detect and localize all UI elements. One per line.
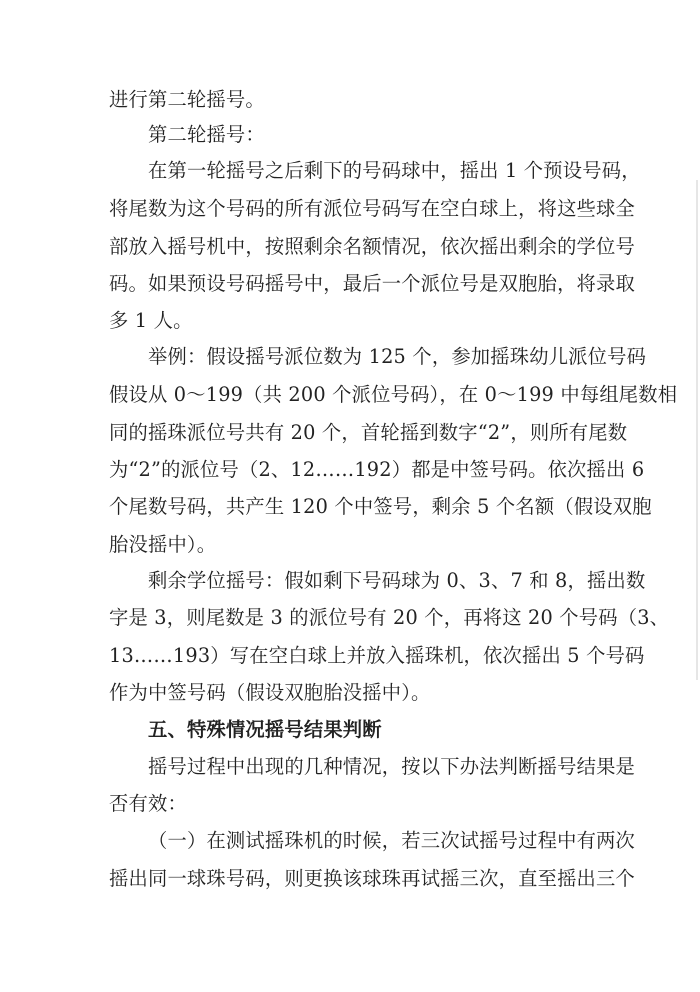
paragraph-line: 同的摇珠派位号共有 20 个，首轮摇到数字“2”，则所有尾数 [109,421,628,444]
section-heading: 五、特殊情况摇号结果判断 [148,718,382,741]
paragraph-line: 剩余学位摇号：假如剩下号码球为 0、3、7 和 8，摇出数 [148,569,646,592]
paragraph-line: 举例：假设摇号派位数为 125 个，参加摇珠幼儿派位号码 [148,345,647,368]
paragraph-line: 将尾数为这个号码的所有派位号码写在空白球上，将这些球全 [109,197,635,220]
scan-edge-shadow [696,180,698,680]
paragraph-line: 进行第二轮摇号。 [109,88,265,111]
paragraph-line: 码。如果预设号码摇号中，最后一个派位号是双胞胎，将录取 [109,272,635,295]
paragraph-line: 13……193）写在空白球上并放入摇珠机，依次摇出 5 个号码 [109,644,645,667]
paragraph-line: 在第一轮摇号之后剩下的号码球中，摇出 1 个预设号码， [148,159,641,182]
paragraph-line: 个尾数号码，共产生 120 个中签号，剩余 5 个名额（假设双胞 [109,495,652,518]
paragraph-line: 部放入摇号机中，按照剩余名额情况，依次摇出剩余的学位号 [109,235,635,258]
paragraph-line: 作为中签号码（假设双胞胎没摇中）。 [109,681,431,704]
subheading-second-round: 第二轮摇号： [148,123,265,146]
paragraph-line: 否有效： [109,792,187,815]
paragraph-line: 摇号过程中出现的几种情况，按以下办法判断摇号结果是 [148,755,636,778]
paragraph-line: 为“2”的派位号（2、12……192）都是中签号码。依次摇出 6 [109,458,645,481]
paragraph-line: 摇出同一球珠号码，则更换该球珠再试摇三次，直至摇出三个 [109,867,635,890]
paragraph-line: 假设从 0～199（共 200 个派位号码），在 0～199 中每组尾数相 [109,383,678,406]
paragraph-line: 多 1 人。 [109,309,193,332]
paragraph-line: （一）在测试摇珠机的时候，若三次试摇号过程中有两次 [148,829,636,852]
paragraph-line: 胎没摇中）。 [109,533,217,556]
paragraph-line: 字是 3，则尾数是 3 的派位号有 20 个，再将这 20 个号码（3、 [109,606,670,629]
